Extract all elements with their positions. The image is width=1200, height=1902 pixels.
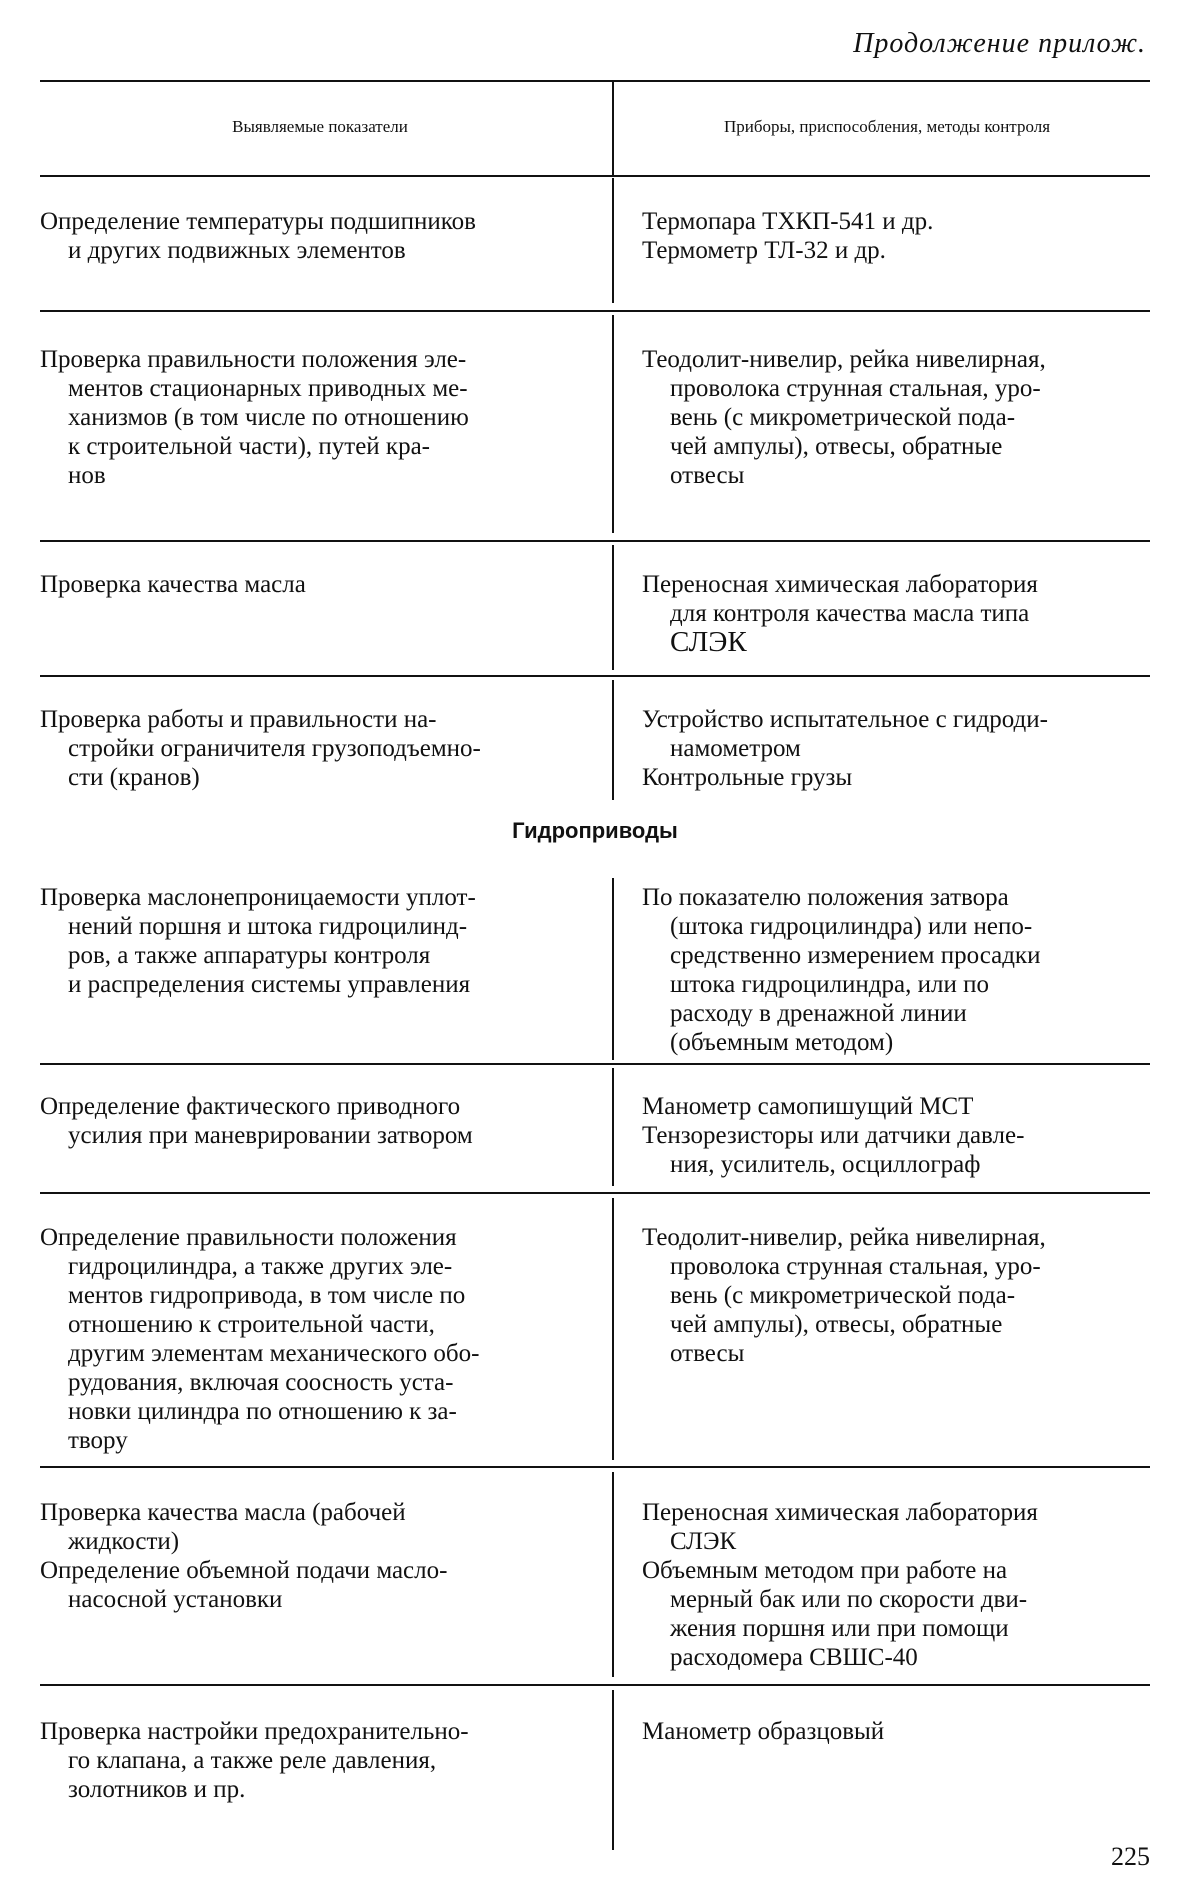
table-row-left: Проверка качества масла (рабочей жидкости) Определение объемной подачи масло- насосной установки: [40, 1499, 448, 1613]
row-rule: [40, 1684, 1150, 1686]
row-rule: [40, 1063, 1150, 1065]
header-bottom-rule: [40, 175, 1150, 177]
page-number: 225: [1111, 1842, 1150, 1871]
column-divider: [612, 315, 614, 533]
column-divider: [612, 1068, 614, 1186]
table-row-left: Определение правильности положения гидроцилиндра, а также других эле- ментов гидропривода, в том числе по отношению к строительной части, другим элементам механического обо- рудования, включая соосность уста- новки цилиндра по отношению к за- твору: [40, 1224, 480, 1454]
table-row-left: Проверка настройки предохранительно- го клапана, а также реле давления, золотников и пр.: [40, 1718, 469, 1803]
table-row-right: Манометр образцовый: [642, 1718, 885, 1745]
column-divider: [612, 1472, 614, 1677]
column-divider: [612, 80, 614, 175]
table-row-right: Термопара ТХКП-541 и др. Термометр ТЛ-32 и др.: [642, 208, 934, 264]
table-row-right: Устройство испытательное с гидроди- намометром Контрольные грузы: [642, 706, 1048, 791]
column-divider: [612, 1690, 614, 1850]
table-row-right: Теодолит-нивелир, рейка нивелирная, проволока струнная стальная, уро- вень (с микрометрической пода- чей ампулы), отвесы, обратные отвесы: [642, 346, 1046, 489]
table-row-left: Проверка работы и правильности на- стройки ограничителя грузоподъемно- сти (кранов): [40, 706, 481, 791]
section-title: Гидроприводы: [512, 818, 678, 843]
table-row-left: Проверка маслонепроницаемости уплот- нений поршня и штока гидроцилинд- ров, а также аппаратуры контроля и распределения системы управления: [40, 884, 476, 998]
table-row-right: Переносная химическая лаборатория СЛЭК Объемным методом при работе на мерный бак или по скорости дви- жения поршня или при помощи расходомера СВШС-40: [642, 1499, 1038, 1671]
column-header-instruments: Приборы, приспособления, методы контроля: [723, 117, 1051, 136]
column-divider: [612, 178, 614, 303]
column-divider: [612, 878, 614, 1060]
row-rule: [40, 540, 1150, 542]
continuation-caption: Продолжение прилож.: [853, 28, 1146, 59]
table-row-right: По показателю положения затвора (штока гидроцилиндра) или непо- средственно измерением просадки штока гидроцилиндра, или по расходу в дренажной линии (объемным методом): [642, 884, 1041, 1056]
table-row-left: Проверка правильности положения эле- ментов стационарных приводных ме- ханизмов (в том числе по отношению к строительной части), путей кра- нов: [40, 346, 469, 489]
row-rule: [40, 1466, 1150, 1468]
column-header-indicators: Выявляемые показатели: [232, 117, 408, 136]
table-row-left: Определение фактического приводного усилия при маневрировании затвором: [40, 1093, 473, 1149]
row-rule: [40, 1192, 1150, 1194]
row-rule: [40, 310, 1150, 312]
table-row-left: Проверка качества масла: [40, 571, 306, 598]
column-divider: [612, 680, 614, 800]
table-row-right: Манометр самопишущий МСТ Тензорезисторы или датчики давле- ния, усилитель, осциллограф: [642, 1093, 1025, 1178]
row-rule: [40, 675, 1150, 677]
table-row-right: Переносная химическая лаборатория для контроля качества масла типа СЛЭК: [642, 571, 1038, 658]
table-row-right: Теодолит-нивелир, рейка нивелирная, проволока струнная стальная, уро- вень (с микрометрической пода- чей ампулы), отвесы, обратные отвесы: [642, 1224, 1046, 1367]
table-top-rule: [40, 80, 1150, 82]
column-divider: [612, 1198, 614, 1460]
column-divider: [612, 545, 614, 670]
table-row-left: Определение температуры подшипников и других подвижных элементов: [40, 208, 476, 264]
